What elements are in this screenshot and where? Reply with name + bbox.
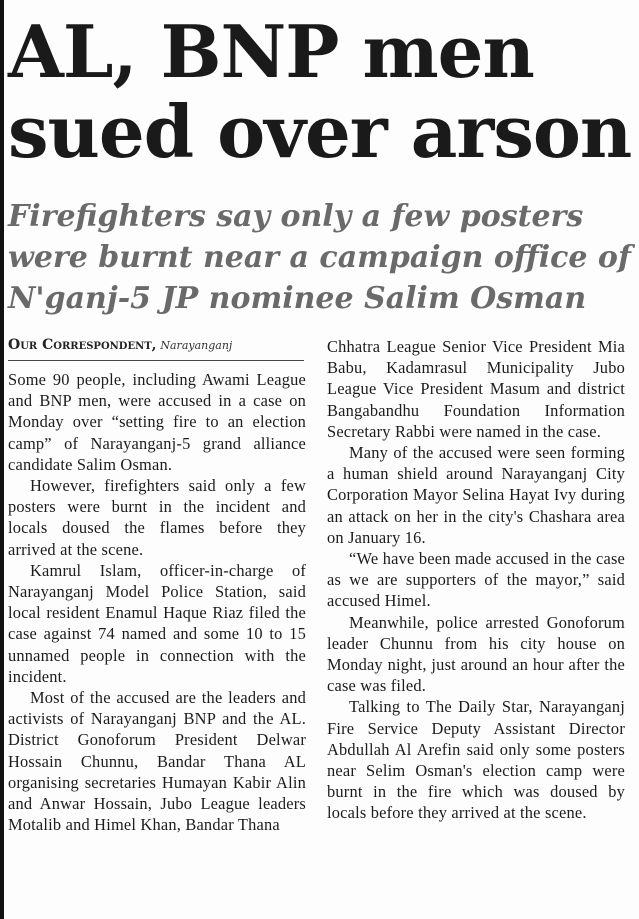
article-column-right	[327, 336, 625, 824]
article-column-left	[8, 369, 306, 835]
headline-line-2: sued over arson	[8, 89, 632, 174]
paragraph: Many of the accused were seen forming a human shield around Narayanganj City Corporation Mayor Selina Hayat Ivy during an attack on her in the city's Chashara area on January 16.	[327, 443, 625, 547]
paragraph: Meanwhile, police arrested Gonoforum leader Chunnu from his city house on Monday night, just around an hour after the case was filed.	[327, 612, 625, 696]
paragraph: Talking to The Daily Star, Narayanganj Fire Service Deputy Assistant Director Abdullah Al Arefin said only some posters near Selim Osman's election camp were burnt in the fire which was doused by locals before they arrived at the scene.	[327, 697, 625, 823]
byline-author: Our Correspondent,	[8, 337, 157, 353]
subhead-line-3: N'ganj-5 JP nominee Salim Osman	[8, 281, 587, 316]
subhead-line-1: Firefighters say only a few posters	[8, 199, 584, 234]
paragraph: Chhatra League Senior Vice President Mia Babu, Kadamrasul Municipality Jubo League Vice President Masum and district Bangabandhu Foundation Information Secretary Rabbi were named in the case.	[327, 337, 625, 441]
paragraph: Some 90 people, including Awami League and BNP men, were accused in a case on Monday over “setting fire to an election camp” of Narayanganj-5 grand alliance candidate Salim Osman.	[8, 370, 306, 474]
byline-location: Narayanganj	[160, 339, 233, 352]
subheadline	[8, 196, 633, 319]
headline-line-1: AL, BNP men	[8, 9, 534, 94]
byline	[8, 336, 304, 361]
paragraph: Most of the accused are the leaders and activists of Narayanganj BNP and the AL. District Gonoforum President Delwar Hossain Chunnu, Bandar Thana AL organising secretaries Humayan Kabir Alin and Anwar Hossain, Jubo League leaders Motalib and Himel Khan, Bandar Thana	[8, 688, 306, 835]
left-border-rule	[0, 0, 4, 919]
paragraph: However, firefighters said only a few posters were burnt in the incident and locals doused the flames before they arrived at the scene.	[8, 476, 306, 559]
paragraph: “We have been made accused in the case as we are supporters of the mayor,” said accused Himel.	[327, 549, 625, 611]
paragraph: Kamrul Islam, officer-in-charge of Narayanganj Model Police Station, said local resident Enamul Haque Riaz filed the case against 74 named and some 10 to 15 unnamed people in connection with the incident.	[8, 560, 306, 686]
headline	[8, 9, 633, 174]
subhead-line-2: were burnt near a campaign office of	[8, 240, 631, 275]
